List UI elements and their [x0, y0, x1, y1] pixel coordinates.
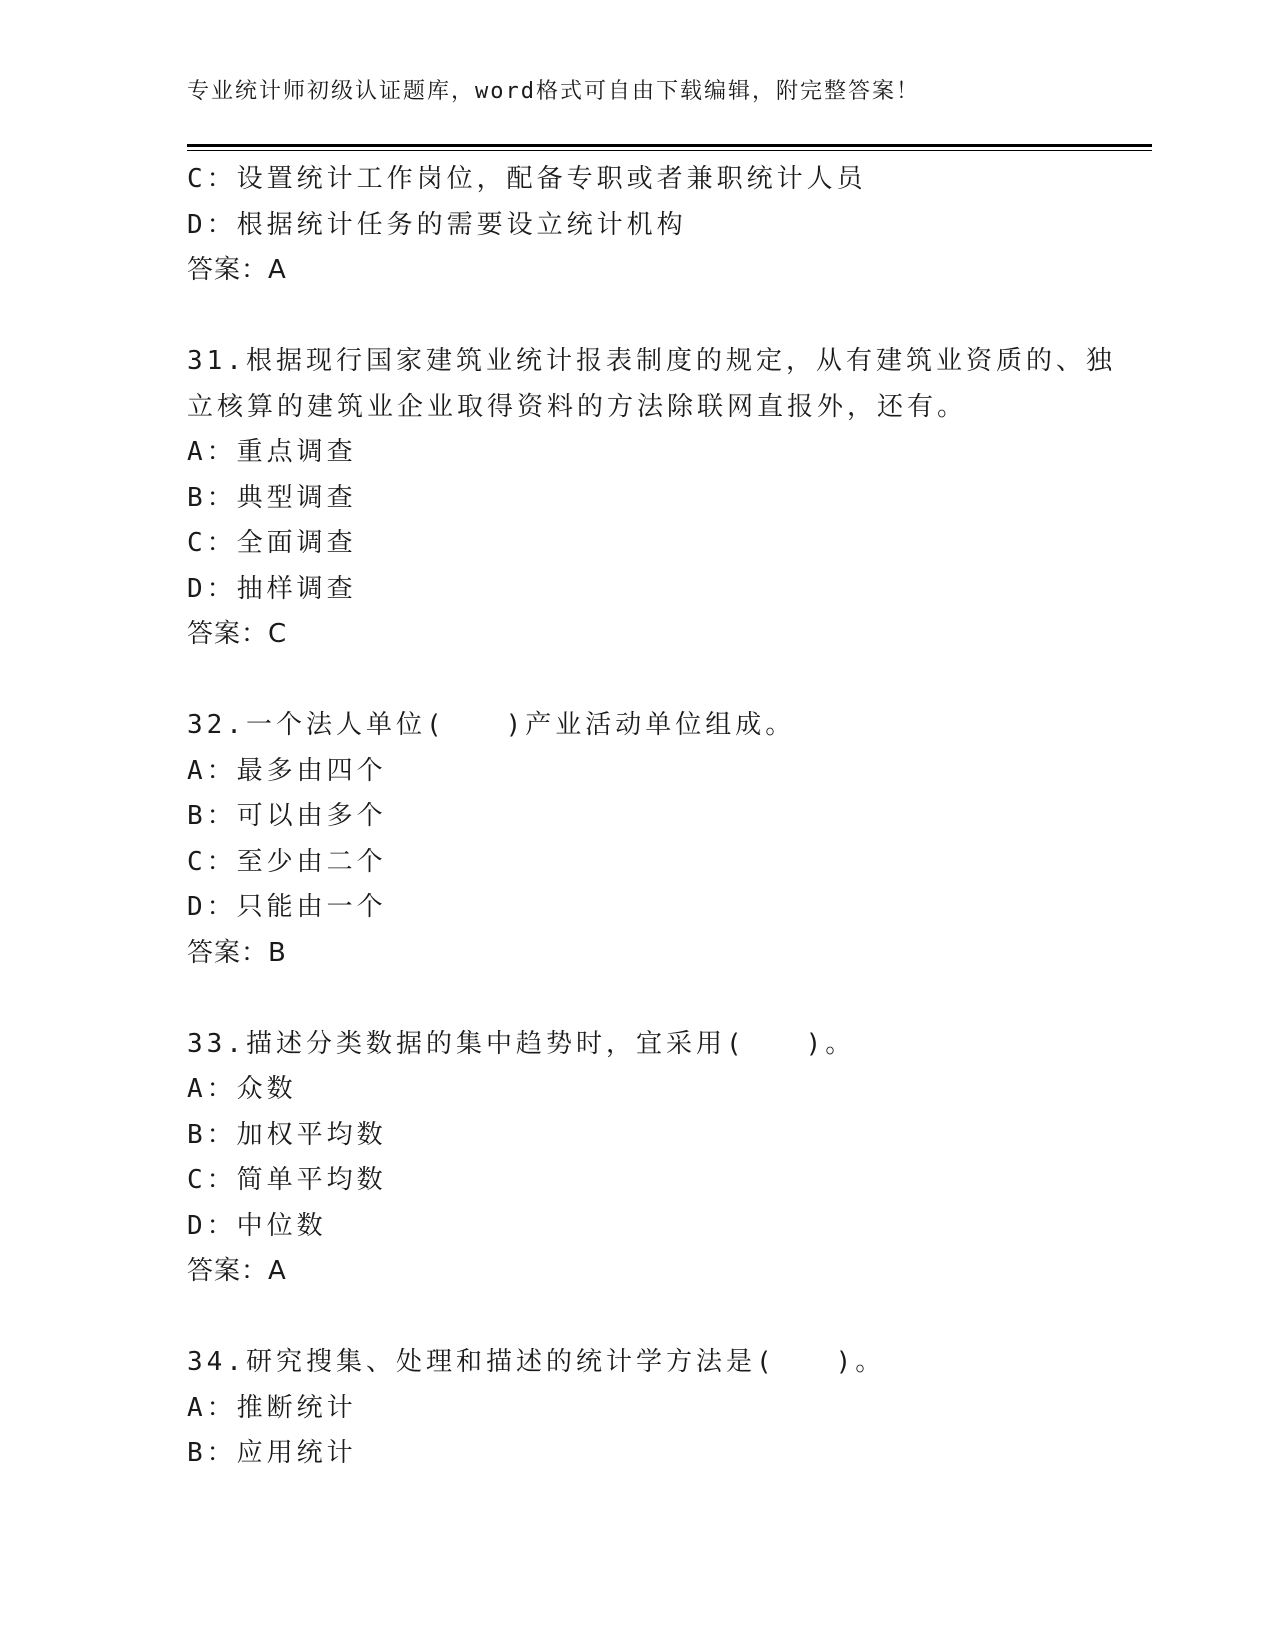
question-stem-31: 31.根据现行国家建筑业统计报表制度的规定，从有建筑业资质的、独: [187, 346, 1116, 376]
answer-line: 答案：A: [187, 1256, 287, 1286]
answer-line: 答案：C: [187, 619, 288, 649]
option-d: D：抽样调查: [187, 573, 357, 604]
header-rule-thin: [187, 150, 1152, 151]
question-stem-32: 32.一个法人单位( )产业活动单位组成。: [187, 710, 796, 740]
option-b: B：应用统计: [187, 1438, 357, 1468]
option-line: C：设置统计工作岗位，配备专职或者兼职统计人员: [187, 164, 867, 194]
answer-line: 答案：A: [187, 255, 287, 285]
option-a: A：推断统计: [187, 1392, 357, 1423]
question-stem-31-cont: 立核算的建筑业企业取得资料的方法除联网直报外，还有。: [187, 391, 968, 422]
option-d: D：只能由一个: [187, 892, 387, 922]
option-a: A：众数: [187, 1074, 297, 1104]
option-b: B：可以由多个: [187, 801, 387, 831]
answer-line: 答案：B: [187, 937, 287, 968]
option-b: B：加权平均数: [187, 1119, 387, 1150]
question-stem-34: 34.研究搜集、处理和描述的统计学方法是( )。: [187, 1347, 886, 1377]
option-c: C：简单平均数: [187, 1165, 387, 1195]
option-a: A：重点调查: [187, 437, 357, 467]
option-d: D：中位数: [187, 1210, 327, 1241]
option-b: B：典型调查: [187, 482, 357, 513]
question-content: [187, 157, 1116, 1477]
option-c: C：至少由二个: [187, 846, 387, 877]
option-line: D：根据统计任务的需要设立统计机构: [187, 209, 687, 240]
option-c: C：全面调查: [187, 528, 357, 558]
question-stem-33: 33.描述分类数据的集中趋势时，宜采用( )。: [187, 1028, 856, 1059]
page-header: 专业统计师初级认证题库，word格式可自由下载编辑，附完整答案！: [187, 79, 920, 104]
header-rule-thick: [187, 144, 1152, 147]
option-a: A：最多由四个: [187, 755, 387, 786]
